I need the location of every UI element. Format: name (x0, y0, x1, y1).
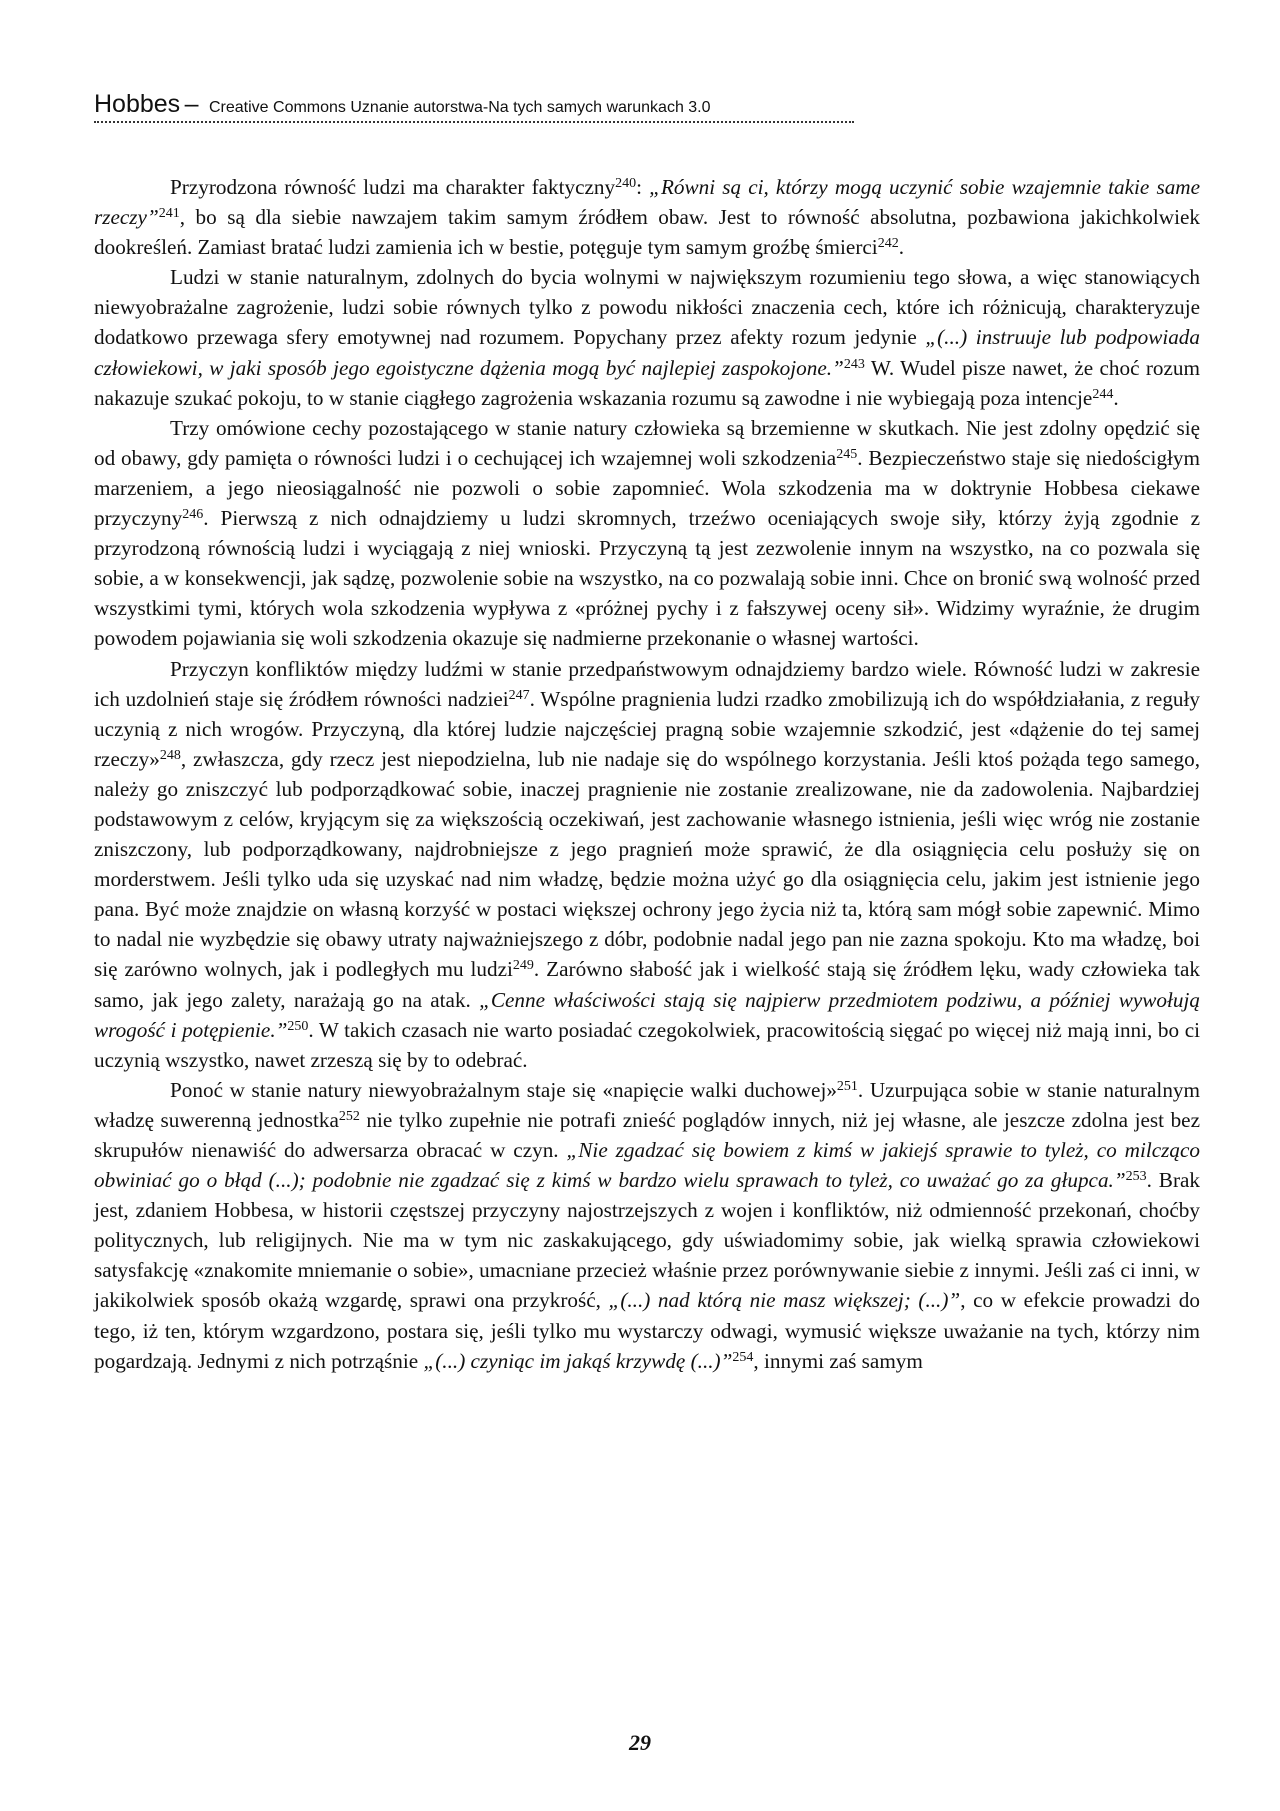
text-run: W. Wudel pisze nawet, że choć rozum nakazuje szukać pokoju, to w stanie ciągłego zagrożenia wskazania rozumu są zawodne i nie wybiegają poza intencje (94, 355, 1200, 410)
text-run: . (898, 235, 904, 260)
footnote-reference: 251 (836, 1078, 858, 1094)
text-run: : (636, 175, 650, 199)
footnote-reference: 254 (732, 1349, 754, 1365)
footnote-reference: 244 (1092, 386, 1114, 402)
paragraph (94, 172, 1200, 262)
italic-quotation: „(...) instruuje lub podpowiada człowiekowi, w jaki sposób jego egoistyczne dążenia mogą być najlepiej zaspokojone.” (94, 325, 1200, 380)
text-run: . Zarówno słabość jak i wielkość stają się źródłem lęku, wady człowieka tak samo, jak jego zalety, narażają go na atak. (94, 957, 1201, 1012)
text-run: , co w efekcie prowadzi do tego, iż ten, którym wzgardzono, postara się, jeśli tylko mu wystarczy odwagi, wymusić większe uważanie na tych, którzy nim pogardzają. Jednymi z nich potrząśnie (94, 1288, 1200, 1373)
paragraph (94, 654, 1200, 1075)
text-run: Przyczyn konfliktów między ludźmi w stanie przedpaństwowym odnajdziemy bardzo wiele. Równość ludzi w zakresie ich uzdolnień staje się źródłem równości nadziei (94, 656, 1200, 711)
text-run: Ponoć w stanie natury niewyobrażalnym staje się «napięcie walki duchowej» (170, 1077, 837, 1102)
text-run: Przyrodzona równość ludzi ma charakter faktyczny (170, 175, 616, 199)
text-run: . Brak jest, zdaniem Hobbesa, w historii częstszej przyczyny najostrzejszych z wojen i konfliktów, niż odmienność przekonań, choćby politycznych, lub religijnych. Nie ma w tym nic zaskakującego, gdy uświadomimy sobie, jak wielką sprawia człowiekowi satysfakcję «znakomite mniemanie o sobie», umacniane przecież właśnie przez porównywanie siebie z innymi. Jeśli zaś ci inni, w jakikolwiek sposób okażą wzgardę, sprawi ona przykrość, (94, 1168, 1200, 1313)
footnote-reference: 242 (877, 236, 899, 252)
text-run: . Pierwszą z nich odnajdziemy u ludzi skromnych, trzeźwo oceniających swoje siły, którzy żyją zgodnie z przyrodzoną równością ludzi i wyciągają z niej wnioski. Przyczyną tą jest zezwolenie innym na wszystko, na co pozwala się sobie, a w konsekwencji, jak sądzę, pozwolenie sobie na wszystko, na co pozwalają sobie inni. Chce on bronić swą wolność przed wszystkimi tymi, których wola szkodzenia wypływa z «próżnej pychy i z fałszywej oceny sił». Widzimy wyraźnie, że drugim powodem pojawiania się woli szkodzenia okazuje się nadmierne przekonanie o własnej wartości. (94, 506, 1200, 651)
footnote-reference: 250 (287, 1018, 309, 1034)
italic-quotation: „(...) czyniąc im jakąś krzywdę (...)” (423, 1348, 733, 1373)
footnote-reference: 245 (836, 446, 858, 462)
footnote-reference: 253 (1125, 1169, 1147, 1185)
footnote-reference: 252 (338, 1108, 360, 1124)
paragraph (94, 1075, 1200, 1376)
footnote-reference: 246 (182, 507, 204, 523)
text-run: nie tylko zupełnie nie potrafi znieść poglądów innych, niż jej własne, ale jeszcze zdolna jest bez skrupułów nienawiść do adwersarza obracać w czyn. (94, 1107, 1200, 1162)
text-run: , innymi zaś samym (753, 1348, 923, 1373)
italic-quotation: „Nie zgadzać się bowiem z kimś w jakiejś sprawie to tyleż, co milcząco obwiniać go o błąd (...); podobnie nie zgadzać się z kimś w bardzo wielu sprawach to tyleż, co uważać go za głupca.” (94, 1138, 1200, 1193)
text-run: . Bezpieczeństwo staje się niedościgłym marzeniem, a jego nieosiągalność nie pozwoli o sobie zapomnieć. Wola szkodzenia ma w doktrynie Hobbesa ciekawe przyczyny (94, 445, 1200, 531)
text-run: . (1113, 385, 1119, 410)
header-license: Creative Commons Uznanie autorstwa-Na tych samych warunkach 3.0 (208, 99, 711, 116)
text-run: , zwłaszcza, gdy rzecz jest niepodzielna, lub nie nadaje się do wspólnego korzystania. Jeśli ktoś pożąda tego samego, należy go zniszczyć lub podporządkować sobie, inaczej pragnienie nie zostanie zrealizowane, nie da zadowolenia. Najbardziej podstawowym z celów, kryjącym się za większością oczekiwań, jest zachowanie własnego istnienia, jeśli więc wróg nie zostanie zniszczony, lub podporządkowany, najdrobniejsze z jego pragnień może sprawić, że dla osiągnięcia celu posłuży się on morderstwem. Jeśli tylko uda się uzyskać nad nim władzę, będzie można użyć go dla osiągnięcia celu, jakim jest istnienie jego pana. Być może znajdzie on własną korzyść w postaci większej ochrony jego życia niż ta, którą sam mógł sobie zapewnić. Mimo to nadal nie wyzbędzie się obawy utraty najważniejszego z dóbr, podobnie nadal jego pan nie zazna spokoju. Kto ma władzę, boi się zarówno wolnych, jak i podległych mu ludzi (94, 746, 1200, 982)
paragraph (94, 262, 1200, 412)
header-dash: – (184, 90, 199, 118)
italic-quotation: „Równi są ci, którzy mogą uczynić sobie wzajemnie takie same rzeczy” (94, 175, 1201, 230)
text-run: . W takich czasach nie warto posiadać czegokolwiek, pracowitością sięgać po więcej niż mają inni, bo ci uczynią wszystko, nawet zrzeszą się by to odebrać. (94, 1017, 1200, 1072)
text-run: Trzy omówione cechy pozostającego w stanie natury człowieka są brzemienne w skutkach. Nie jest zdolny opędzić się od obawy, gdy pamięta o równości ludzi i o cechującej ich wzajemnej woli szkodzenia (94, 415, 1200, 470)
footnote-reference: 249 (512, 958, 534, 974)
footnote-reference: 248 (159, 747, 181, 763)
paragraph (94, 413, 1200, 654)
text-run: . Wspólne pragnienia ludzi rzadko zmobilizują ich do współdziałania, z reguły uczynią z nich wrogów. Przyczyną, dla której ludzie najczęściej pragną sobie wzajemnie szkodzić, jest «dążenie do tej samej rzeczy» (94, 686, 1200, 771)
italic-quotation: „(...) nad którą nie masz większej; (...)” (608, 1288, 961, 1313)
italic-quotation: „Cenne właściwości stają się najpierw przedmiotem podziwu, a później wywołują wrogość i potępienie.” (94, 987, 1200, 1042)
footnote-reference: 240 (615, 176, 637, 191)
footnote-reference: 241 (158, 206, 180, 222)
header-author: Hobbes (94, 90, 181, 118)
footnote-reference: 247 (508, 687, 530, 703)
running-header (94, 90, 854, 123)
footnote-reference: 243 (843, 356, 865, 372)
body-text (94, 172, 1200, 1376)
text-run: Ludzi w stanie naturalnym, zdolnych do bycia wolnymi w największym rozumieniu tego słowa, a więc stanowiących niewyobrażalne zagrożenie, ludzi sobie równych tylko z powodu nikłości znaczenia cech, które ich różnicują, charakteryzuje dodatkowo przewaga sfery emotywnej nad rozumem. Popychany przez afekty rozum jedynie (94, 265, 1200, 350)
text-run: . Uzurpująca sobie w stanie naturalnym władzę suwerenną jednostka (94, 1077, 1200, 1132)
text-run: , bo są dla siebie nawzajem takim samym źródłem obaw. Jest to równość absolutna, pozbawiona jakichkolwiek dookreśleń. Zamiast bratać ludzi zamienia ich w bestie, potęguje tym samym groźbę śmierci (94, 205, 1200, 260)
page-number: 29 (629, 1730, 651, 1755)
